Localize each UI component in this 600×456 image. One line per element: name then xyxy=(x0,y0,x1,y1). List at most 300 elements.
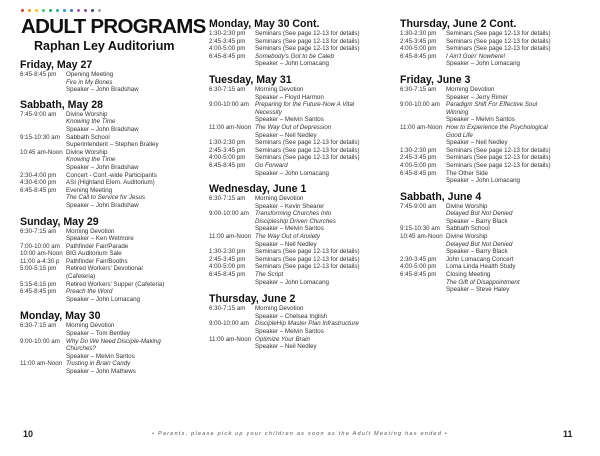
schedule-row xyxy=(209,271,397,279)
event-description: The Gift of Disappointment xyxy=(446,278,520,286)
event-time: 2:45-3:45 pm xyxy=(400,37,437,45)
schedule-row xyxy=(20,281,208,289)
event-time: 1:30-2:30 pm xyxy=(209,30,246,37)
event-time: 4:00-5:00 pm xyxy=(400,45,437,53)
event-description: Seminars (See page 12-13 for details) xyxy=(446,161,551,169)
event-time: 10:45 am-Noon xyxy=(20,148,63,156)
event-time xyxy=(400,286,446,294)
event-time xyxy=(20,296,66,304)
event-time: 2:45-3:45 pm xyxy=(209,37,246,45)
event-time xyxy=(20,86,66,94)
schedule-row xyxy=(400,233,588,241)
schedule-row xyxy=(20,228,208,236)
event-time: 6:45-8:45 pm xyxy=(209,161,246,169)
event-time xyxy=(400,116,446,124)
event-time: 1:30-2:30 pm xyxy=(209,139,246,147)
event-description: Speaker – John Bradshaw xyxy=(66,163,139,171)
day-section xyxy=(20,99,208,210)
event-time xyxy=(209,343,255,351)
schedule-row xyxy=(20,360,208,368)
schedule-row xyxy=(209,94,397,102)
event-time: 6:30-7:15 am xyxy=(400,85,437,93)
schedule-row xyxy=(209,38,397,46)
event-description: Delayed But Not Denied xyxy=(446,210,513,218)
page-number-right: 11 xyxy=(563,429,573,439)
schedule-row xyxy=(400,109,588,117)
event-description: Delayed But Not Denied xyxy=(446,240,513,248)
schedule-row xyxy=(400,225,588,233)
event-description: Speaker – John Bradshaw xyxy=(66,201,139,209)
schedule-row xyxy=(400,38,588,46)
event-time xyxy=(20,368,66,376)
event-time: 1:30-2:30 pm xyxy=(400,30,437,37)
schedule-row xyxy=(209,124,397,132)
schedule-row xyxy=(20,235,208,243)
event-time: 9:00-10:00 am xyxy=(20,337,60,345)
day-heading: Thursday, June 2 Cont. xyxy=(400,18,517,30)
event-time: 6:30-7:15 am xyxy=(209,85,246,93)
event-time: 5:15-6:15 pm xyxy=(20,280,57,288)
schedule-row xyxy=(400,30,588,38)
event-description: Speaker – Melvin Santos xyxy=(255,328,324,335)
schedule-row xyxy=(209,147,397,155)
schedule-row xyxy=(209,162,397,170)
event-description: Speaker – John Lomacang xyxy=(255,60,329,68)
day-heading: Monday, May 30 xyxy=(20,310,101,323)
event-description: Seminars (See page 12-13 for details) xyxy=(255,263,360,271)
schedule-row xyxy=(20,273,208,281)
schedule-row xyxy=(209,256,397,264)
day-heading: Sabbath, June 4 xyxy=(400,190,482,203)
event-description: Why Do We Need Disciple-Making xyxy=(66,337,161,345)
event-time: 6:30-7:15 am xyxy=(209,305,246,313)
schedule-row xyxy=(400,60,588,68)
event-time: 9:15-10:30 am xyxy=(20,133,60,141)
event-description: Fire in My Bones xyxy=(66,78,113,86)
event-description: Seminars (See page 12-13 for details) xyxy=(255,30,360,37)
event-description: Seminars (See page 12-13 for details) xyxy=(255,139,360,147)
schedule-row xyxy=(209,343,397,351)
event-time: 2:45-3:45 pm xyxy=(400,154,437,162)
schedule-row xyxy=(209,241,397,249)
day-heading: Sabbath, May 28 xyxy=(20,98,104,111)
event-description: Speaker – Neil Nedley xyxy=(446,139,508,147)
event-description: Divine Worship xyxy=(66,148,108,156)
event-time xyxy=(209,225,255,233)
day-section xyxy=(400,18,588,68)
event-description: How to Experience the Psychological xyxy=(446,123,548,131)
event-time xyxy=(209,218,255,226)
event-time: 6:30-7:15 am xyxy=(20,322,57,330)
event-time: 7:00-10:00 am xyxy=(20,242,60,250)
event-description: Speaker – John Lomacang xyxy=(446,60,520,68)
day-heading: Tuesday, May 31 xyxy=(209,73,292,86)
schedule-row xyxy=(209,132,397,140)
schedule-row xyxy=(400,53,588,61)
schedule-row xyxy=(400,86,588,94)
event-description: Speaker – Steve Haley xyxy=(446,286,510,294)
event-time xyxy=(209,328,255,336)
event-description: Pathfinder Fair/Booths xyxy=(66,257,128,265)
event-description: Seminars (See page 12-13 for details) xyxy=(255,37,360,45)
event-description: BIG Auditorium Sale xyxy=(66,250,122,258)
event-time xyxy=(20,164,66,172)
schedule-row xyxy=(400,101,588,109)
event-time: 1:30-2:30 pm xyxy=(209,248,246,256)
schedule-row xyxy=(20,353,208,361)
event-description: Seminars (See page 12-13 for details) xyxy=(446,146,551,154)
event-description: Seminars (See page 12-13 for details) xyxy=(255,45,360,53)
event-time xyxy=(20,194,66,202)
event-time xyxy=(400,177,446,185)
event-description: The Call to Service for Jesus xyxy=(66,194,146,202)
schedule-row xyxy=(209,248,397,256)
schedule-row xyxy=(400,256,588,264)
schedule-row xyxy=(209,154,397,162)
event-description: Seminars (See page 12-13 for details) xyxy=(255,154,360,162)
event-time: 4:00-5:00 pm xyxy=(209,154,246,162)
event-time: 2:30-4:00 pm xyxy=(20,171,57,179)
schedule-row xyxy=(20,258,208,266)
event-description: Speaker – Melvin Santos xyxy=(66,352,135,360)
event-description: Sabbath School xyxy=(66,133,110,141)
event-time xyxy=(400,248,446,256)
schedule-row xyxy=(20,296,208,304)
event-description: Closing Meeting xyxy=(446,271,491,279)
event-time: 4:30-6:00 pm xyxy=(20,179,57,187)
event-time xyxy=(20,118,66,126)
page-title: ADULT PROGRAMS xyxy=(21,15,206,38)
event-description: Somebody's Got to be Caleb xyxy=(255,52,334,60)
schedule-row xyxy=(20,288,208,296)
event-description: Seminars (See page 12-13 for details) xyxy=(255,248,360,256)
event-time: 6:45-8:45 pm xyxy=(400,271,437,279)
schedule-row xyxy=(209,195,397,203)
event-description: Speaker – Melvin Santos xyxy=(255,116,324,124)
event-time xyxy=(20,79,66,87)
event-description: Churches? xyxy=(66,345,96,353)
day-heading: Monday, May 30 Cont. xyxy=(209,18,320,30)
schedule-row xyxy=(20,79,208,87)
day-section xyxy=(20,310,208,375)
event-description: Speaker – Melvin Santos xyxy=(255,225,324,233)
event-description: Retired Workers' Supper (Cafeteria) xyxy=(66,280,165,288)
event-time xyxy=(20,235,66,243)
event-time: 6:45-8:45 pm xyxy=(209,271,246,279)
schedule-row xyxy=(400,218,588,226)
event-time xyxy=(400,210,446,218)
event-description: Speaker – Floyd Harmon xyxy=(255,93,324,101)
schedule-row xyxy=(20,156,208,164)
event-description: The Way Out of Depression xyxy=(255,123,332,131)
event-time: 2:30-3:45 pm xyxy=(400,255,437,263)
event-time xyxy=(400,94,446,102)
schedule-row xyxy=(209,233,397,241)
schedule-row xyxy=(20,202,208,210)
event-description: Divine Worship xyxy=(446,233,488,241)
page-number-left: 10 xyxy=(23,429,34,439)
event-description: I Ain't Goin' Nowhere! xyxy=(446,52,506,60)
schedule-row xyxy=(400,139,588,147)
schedule-row xyxy=(400,271,588,279)
schedule-row xyxy=(20,179,208,187)
schedule-row xyxy=(20,111,208,119)
event-time: 4:00-5:00 pm xyxy=(209,45,246,53)
schedule-row xyxy=(400,94,588,102)
day-section xyxy=(20,59,208,94)
event-description: Morning Devotion xyxy=(255,195,304,203)
schedule-row xyxy=(400,263,588,271)
event-description: Seminars (See page 12-13 for details) xyxy=(446,154,551,162)
event-time xyxy=(20,126,66,134)
event-description: Morning Devotion xyxy=(446,85,495,93)
event-time: 7:45-9:00 am xyxy=(400,202,437,210)
event-time: 6:45-8:45 pm xyxy=(400,52,437,60)
schedule-row xyxy=(400,132,588,140)
schedule-row xyxy=(209,225,397,233)
day-heading: Wednesday, June 1 xyxy=(209,183,307,196)
schedule-row xyxy=(400,210,588,218)
schedule-row xyxy=(20,330,208,338)
event-time: 11:00 am-Noon xyxy=(400,123,443,131)
event-description: Speaker – Kevin Shearer xyxy=(255,202,325,210)
event-description: Preach the Word xyxy=(66,288,113,296)
event-description: Seminars (See page 12-13 for details) xyxy=(255,146,360,154)
event-description: Divine Worship xyxy=(66,110,108,118)
event-description: Winning xyxy=(446,108,469,116)
event-time: 11:00 am-Noon xyxy=(209,123,252,131)
event-time xyxy=(209,203,255,211)
event-description: Necessity xyxy=(255,108,282,116)
day-section xyxy=(209,183,397,286)
event-description: Paradigm Shift For Effective Soul xyxy=(446,101,538,109)
day-section xyxy=(209,18,397,68)
event-time xyxy=(20,330,66,338)
event-description: Speaker – Melvin Santos xyxy=(446,116,515,124)
event-time: 6:45-8:45 pm xyxy=(209,52,246,60)
event-time xyxy=(20,202,66,210)
schedule-row xyxy=(209,101,397,109)
event-description: Discipleship Driven Churches xyxy=(255,217,336,225)
event-description: Concert - Conf.-wide Participants xyxy=(66,171,157,179)
footer-note: • Parents, please pick up your children as soon as the Adult Meeting has ended • xyxy=(152,431,448,437)
schedule-row xyxy=(400,279,588,287)
schedule-row xyxy=(209,53,397,61)
event-description: Speaker – John Lomacang xyxy=(255,169,329,177)
event-time xyxy=(400,279,446,287)
schedule-row xyxy=(400,170,588,178)
event-description: Morning Devotion xyxy=(66,227,115,235)
event-time xyxy=(209,109,255,117)
event-time xyxy=(209,60,255,68)
schedule-row xyxy=(20,265,208,273)
day-section xyxy=(20,216,208,304)
event-description: Speaker – Barry Black xyxy=(446,217,508,225)
day-heading: Friday, June 3 xyxy=(400,73,471,86)
schedule-row xyxy=(400,124,588,132)
schedule-row xyxy=(400,116,588,124)
event-description: Speaker – John Lomacang xyxy=(66,295,140,303)
column-1 xyxy=(20,0,208,376)
event-time: 9:00-10:00 am xyxy=(209,210,249,218)
schedule-row xyxy=(209,30,397,38)
schedule-row xyxy=(20,71,208,79)
event-time: 9:15-10:30 am xyxy=(400,225,440,233)
schedule-row xyxy=(20,322,208,330)
day-section xyxy=(400,191,588,294)
event-time xyxy=(209,313,255,321)
day-section xyxy=(209,293,397,351)
schedule-row xyxy=(20,149,208,157)
schedule-row xyxy=(209,218,397,226)
schedule-row xyxy=(20,338,208,346)
event-description: Transforming Churches Into xyxy=(255,210,332,218)
day-heading: Friday, May 27 xyxy=(20,59,93,71)
event-description: The Other Side xyxy=(446,169,488,177)
day-heading: Sunday, May 29 xyxy=(20,215,99,228)
day-section xyxy=(400,74,588,185)
event-description: (Cafeteria) xyxy=(66,273,96,281)
event-description: Speaker – Neil Nedley xyxy=(255,240,317,248)
event-time: 11:00 am-Noon xyxy=(20,360,63,368)
event-time: 11:00 am-Noon xyxy=(209,335,252,343)
schedule-row xyxy=(20,243,208,251)
schedule-row xyxy=(20,86,208,94)
event-time: 9:00-10:00 am xyxy=(209,320,249,328)
event-description: Opening Meeting xyxy=(66,71,114,78)
event-time xyxy=(400,60,446,68)
event-time xyxy=(20,273,66,281)
event-description: Preparing for the Future-Now A Vital xyxy=(255,101,355,109)
schedule-row xyxy=(20,134,208,142)
event-description: Pathfinder Fair/Parade xyxy=(66,242,129,250)
page-subtitle: Raphan Ley Auditorium xyxy=(34,39,175,53)
event-description: Trusting in Brain Candy xyxy=(66,360,131,368)
event-description: Morning Devotion xyxy=(66,322,115,330)
event-time xyxy=(209,116,255,124)
schedule-row xyxy=(400,177,588,185)
event-description: Retired Workers' Devotional xyxy=(66,265,143,273)
schedule-row xyxy=(209,86,397,94)
event-description: Seminars (See page 12-13 for details) xyxy=(255,255,360,263)
column-3 xyxy=(400,0,588,294)
schedule-row xyxy=(400,286,588,294)
event-time: 6:30-7:15 am xyxy=(20,227,57,235)
schedule-row xyxy=(20,126,208,134)
event-time: 2:45-3:45 pm xyxy=(209,255,246,263)
event-description: Speaker – Chelsea Inglish xyxy=(255,312,328,320)
event-description: Knowing the Time xyxy=(66,118,116,126)
schedule-row xyxy=(400,45,588,53)
event-time: 9:00-10:00 am xyxy=(400,101,440,109)
event-time: 6:45-8:45 pm xyxy=(20,288,57,296)
event-time xyxy=(400,218,446,226)
event-time: 11:00 am-Noon xyxy=(209,233,252,241)
event-time xyxy=(209,94,255,102)
event-description: The Way Out of Anxiety xyxy=(255,233,320,241)
event-time: 4:00-5:00 pm xyxy=(209,263,246,271)
event-description: Speaker – John Bradshaw xyxy=(66,86,139,94)
schedule-row xyxy=(209,139,397,147)
event-time: 6:45-8:45 pm xyxy=(20,186,57,194)
event-time: 5:00-5:15 pm xyxy=(20,265,57,273)
schedule-row xyxy=(209,336,397,344)
event-description: Seminars (See page 12-13 for details) xyxy=(446,30,551,37)
event-description: Speaker – Barry Black xyxy=(446,248,508,256)
event-time xyxy=(400,109,446,117)
event-description: Speaker – Tom Bentley xyxy=(66,330,130,338)
event-description: Good Life xyxy=(446,131,473,139)
schedule-row xyxy=(400,248,588,256)
event-description: DiscipleHip Master Plan Infrastructure xyxy=(255,320,359,328)
event-description: Sabbath School xyxy=(446,225,490,233)
event-time xyxy=(209,279,255,287)
schedule-row xyxy=(20,172,208,180)
event-description: Go Forward xyxy=(255,161,288,169)
schedule-row xyxy=(20,368,208,376)
schedule-row xyxy=(400,203,588,211)
event-time: 4:00-5:00 pm xyxy=(400,263,437,271)
event-description: John Lomacang Concert xyxy=(446,255,514,263)
event-time xyxy=(400,132,446,140)
schedule-row xyxy=(20,194,208,202)
schedule-row xyxy=(209,45,397,53)
event-description: Speaker – Neil Nedley xyxy=(255,131,317,139)
schedule-row xyxy=(20,250,208,258)
schedule-row xyxy=(209,116,397,124)
event-time: 4:00-5:00 pm xyxy=(400,161,437,169)
event-description: Morning Devotion xyxy=(255,305,304,313)
schedule-row xyxy=(400,241,588,249)
event-description: Divine Worship xyxy=(446,202,488,210)
schedule-row xyxy=(209,305,397,313)
event-description: Speaker – Ken Wetmore xyxy=(66,235,134,243)
event-time: 11:00 a-4:30 p xyxy=(20,257,60,265)
event-time xyxy=(20,345,66,353)
event-time: 6:30-7:15 am xyxy=(209,195,246,203)
schedule-row xyxy=(209,109,397,117)
column-2 xyxy=(209,0,397,351)
schedule-row xyxy=(20,164,208,172)
event-time: 1:30-2:30 pm xyxy=(400,146,437,154)
schedule-row xyxy=(400,162,588,170)
event-time xyxy=(209,241,255,249)
event-description: Optimize Your Brain xyxy=(255,335,310,343)
event-time: 7:45-9:00 am xyxy=(20,110,57,118)
schedule-row xyxy=(209,203,397,211)
event-description: Seminars (See page 12-13 for details) xyxy=(446,37,551,45)
event-description: Speaker – Jerry Rimer xyxy=(446,93,508,101)
schedule-row xyxy=(400,154,588,162)
event-time xyxy=(20,141,66,149)
event-description: Seminars (See page 12-13 for details) xyxy=(446,45,551,53)
event-time: 6:45-8:45 pm xyxy=(400,169,437,177)
event-time xyxy=(400,241,446,249)
event-time: 9:00-10:00 am xyxy=(209,101,249,109)
event-description: Speaker – John Bradshaw xyxy=(66,125,139,133)
schedule-row xyxy=(209,313,397,321)
schedule-row xyxy=(20,345,208,353)
schedule-row xyxy=(20,141,208,149)
event-description: Knowing the Time xyxy=(66,156,116,164)
event-description: Speaker – Neil Nedley xyxy=(255,343,317,351)
schedule-row xyxy=(20,187,208,195)
schedule-row xyxy=(209,279,397,287)
schedule-row xyxy=(209,263,397,271)
event-time xyxy=(20,353,66,361)
event-time xyxy=(209,132,255,140)
event-time: 6:45-8:45 pm xyxy=(20,71,57,78)
